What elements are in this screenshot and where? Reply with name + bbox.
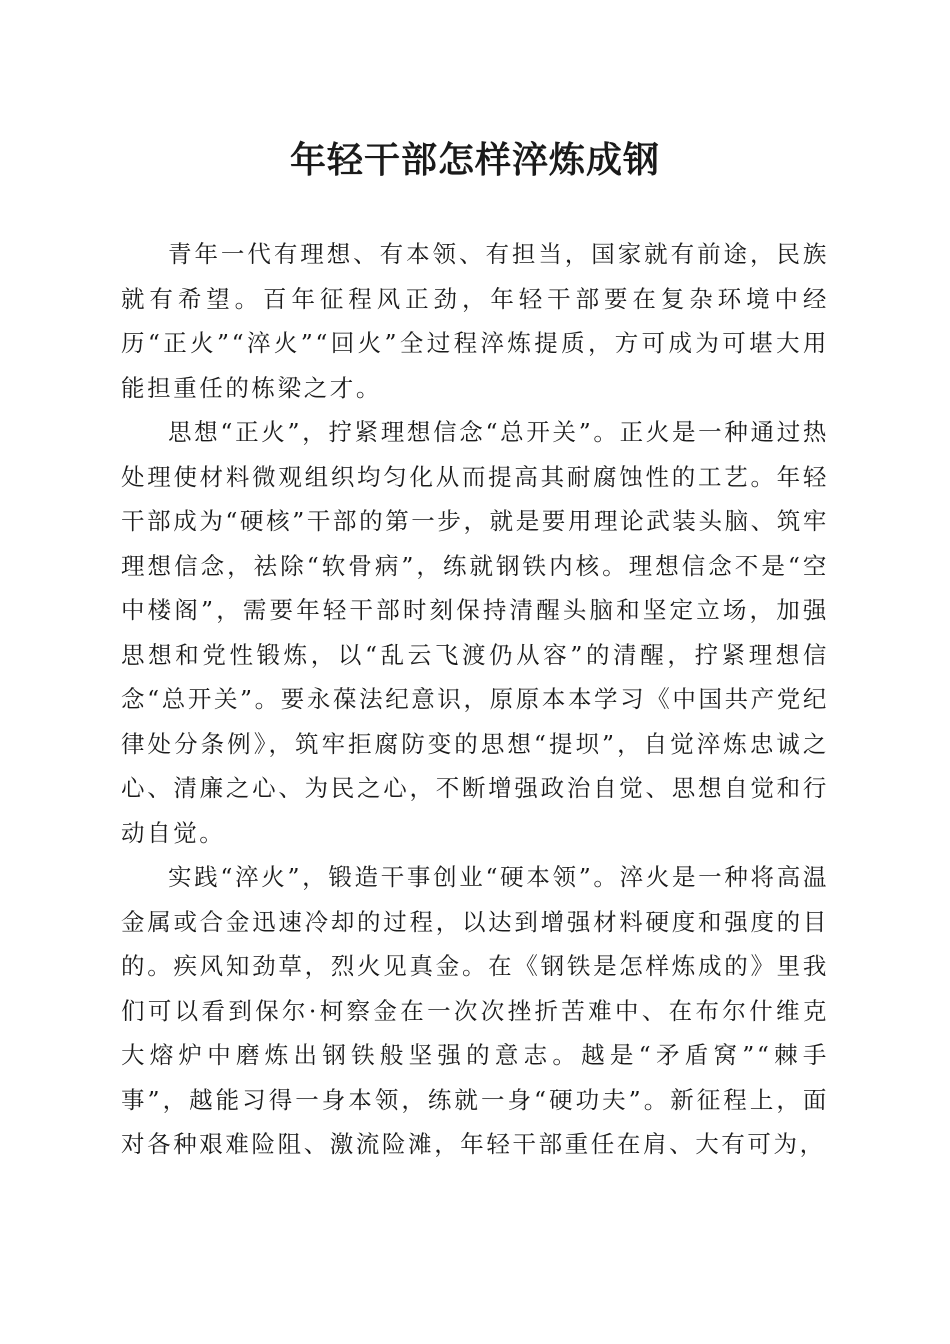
- document-title: 年轻干部怎样淬炼成钢: [289, 139, 660, 181]
- paragraph-intro: 青年一代有理想、有本领、有担当，国家就有前途，民族就有希望。百年征程风正劲，年轻干部要在复杂环境中经历“正火”“淬火”“回火”全过程淬炼提质，方可成为可堪大用能担重任的栋梁之才。: [121, 240, 829, 402]
- paragraph-practice-quenching: 实践“淬火”，锻造干事创业“硬本领”。淬火是一种将高温金属或合金迅速冷却的过程，以达到增强材料硬度和强度的目的。疾风知劲草，烈火见真金。在《钢铁是怎样炼成的》里我们可以看到保尔·柯察金在一次次挫折苦难中、在布尔什维克大熔炉中磨炼出钢铁般坚强的意志。越是“矛盾窝”“棘手事”，越能习得一身本领，练就一身“硬功夫”。新征程上，面对各种艰难险阻、激流险滩，年轻干部重任在肩、大有可为，: [121, 863, 829, 1158]
- paragraph-thought-normalizing: 思想“正火”，拧紧理想信念“总开关”。正火是一种通过热处理使材料微观组织均匀化从而提高其耐腐蚀性的工艺。年轻干部成为“硬核”干部的第一步，就是要用理论武装头脑、筑牢理想信念，祛除“软骨病”，练就钢铁内核。理想信念不是“空中楼阁”，需要年轻干部时刻保持清醒头脑和坚定立场，加强思想和党性锻炼，以“乱云飞渡仍从容”的清醒，拧紧理想信念“总开关”。要永葆法纪意识，原原本本学习《中国共产党纪律处分条例》，筑牢拒腐防变的思想“提坝”，自觉淬炼忠诚之心、清廉之心、为民之心，不断增强政治自觉、思想自觉和行动自觉。: [121, 418, 829, 847]
- document-body: [121, 232, 829, 1167]
